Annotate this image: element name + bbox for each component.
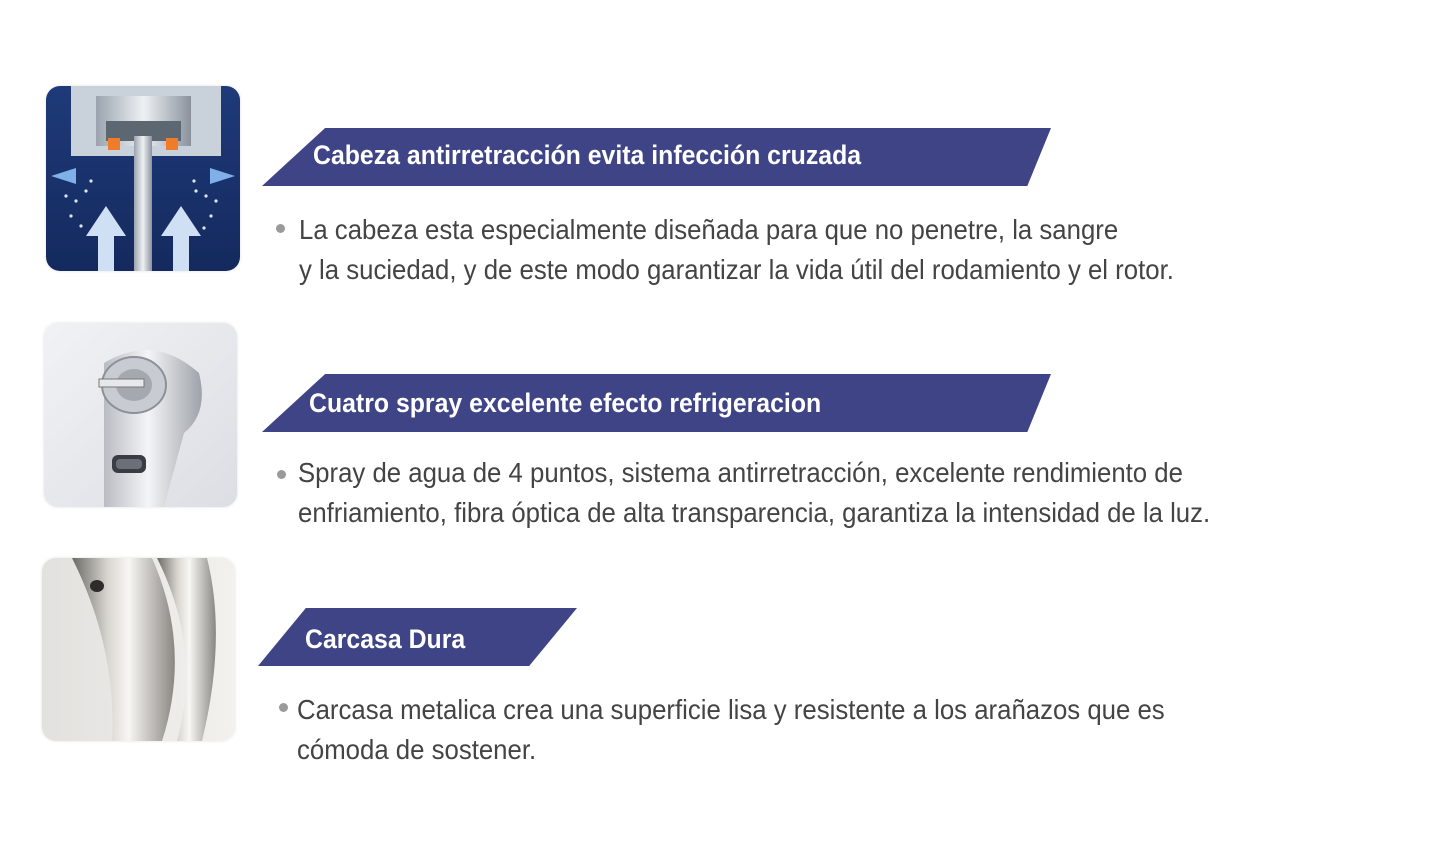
feature-1-line-2: y la suciedad, y de este modo garantizar la vida útil del rodamiento y el rotor.	[299, 254, 1174, 285]
feature-3-bullet	[279, 703, 288, 712]
metal-body-image	[42, 558, 235, 741]
head-cutaway-airflow-image	[46, 86, 240, 271]
feature-3-title: Carcasa Dura	[305, 624, 466, 654]
feature-3-line-2: cómoda de sostener.	[297, 734, 537, 765]
feature-2-title: Cuatro spray excelente efecto refrigeracion	[309, 388, 822, 418]
feature-1-title: Cabeza antirretracción evita infección cruzada	[313, 140, 862, 170]
feature-3-line-1: Carcasa metalica crea una superficie lisa y resistente a los arañazos que es	[297, 694, 1165, 725]
feature-3-description	[297, 690, 1165, 770]
feature-2-line-1: Spray de agua de 4 puntos, sistema antirretracción, excelente rendimiento de	[298, 457, 1183, 488]
feature-1-description	[299, 210, 1174, 290]
handpiece-head-image	[44, 323, 237, 507]
feature-1-bullet	[276, 224, 285, 233]
feature-1-line-1: La cabeza esta especialmente diseñada para que no penetre, la sangre	[299, 214, 1119, 245]
feature-2-description	[298, 453, 1210, 533]
feature-2-line-2: enfriamiento, fibra óptica de alta transparencia, garantiza la intensidad de la luz.	[298, 497, 1211, 528]
feature-2-bullet	[277, 470, 286, 479]
